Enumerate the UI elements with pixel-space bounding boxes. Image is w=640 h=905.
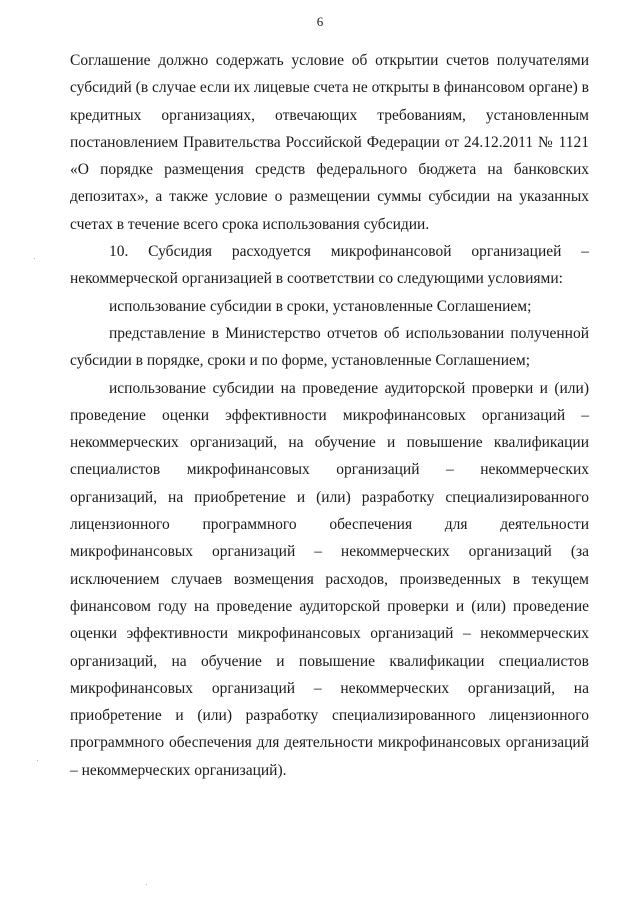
paragraph-condition-reporting: представление в Министерство отчетов об использовании полученной субсидии в порядке, сроки и по форме, установленные Соглашением; [70,324,589,370]
page-number: 6 [316,14,324,29]
paragraph-account-opening-condition: Соглашение должно содержать условие об открытии счетов получателями субсидий (в случае если их лицевые счета не открыты в финансовом органе) в кредитных организациях, отвечающих требованиям, установленным постановлением Правительства Российской Федерации от 24.12.2011 № 1121 «О порядке размещения средств федерального бюджета на банковских депозитах», а также условие о размещении суммы субсидии на указанных счетах в течение всего срока использования субсидии. [70,52,589,233]
paragraph-condition-deadlines: использование субсидии в сроки, установленные Соглашением; [109,297,532,315]
paragraph-subsidy-conditions-intro: 10. Субсидия расходуется микрофинансовой организацией – некоммерческой организацией в соответствии со следующими условиями: [70,243,589,288]
scan-speck [37,760,38,761]
paragraph-condition-usage: использование субсидии на проведение аудиторской проверки и (или) проведение оценки эффективности микрофинансовых организаций – некоммерческих организаций, на обучение и повышение квалификации специалистов микрофинансовых организаций – некоммерческих организаций, на приобретение и (или) разработку специализированного лицензионного программного обеспечения для деятельности микрофинансовых организаций – некоммерческих организаций (за исключением случаев возмещения расходов, произведенных в текущем финансовом году на проведение аудиторской проверки и (или) проведение оценки эффективности микрофинансовых организаций – некоммерческих организаций, на обучение и повышение квалификации специалистов микрофинансовых организаций – некоммерческих организаций, на приобретение и (или) разработку специализированного лицензионного программного обеспечения для деятельности микрофинансовых организаций – некоммерческих организаций). [70,379,589,779]
scan-speck [34,258,35,259]
document-body [70,47,589,784]
scan-speck [146,884,147,885]
